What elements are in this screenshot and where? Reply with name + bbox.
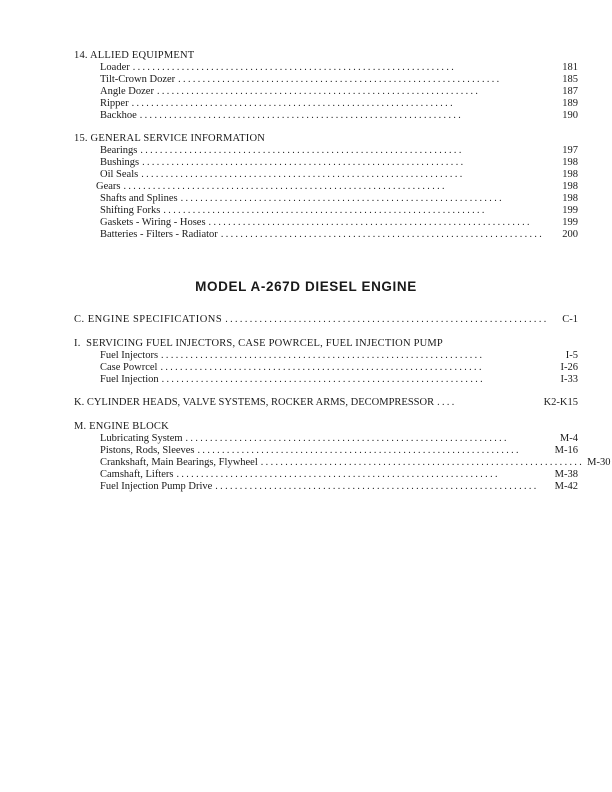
leader-dots: ..................................................................: [176, 469, 500, 480]
entry-label: Bearings: [100, 145, 138, 156]
leader-dots: ..................................................................: [131, 98, 455, 109]
leader-dots: ..................................................................: [260, 457, 585, 468]
leader-dots: ..................................................................: [215, 481, 539, 492]
toc-entry[interactable]: [74, 145, 578, 157]
entry-page: I-26: [560, 362, 578, 373]
toc-entry[interactable]: [74, 157, 578, 169]
leader-dots: ..................................................................: [197, 445, 521, 456]
toc-entry[interactable]: [74, 62, 578, 74]
entry-page: 198: [562, 169, 578, 180]
toc-entry[interactable]: [74, 362, 578, 374]
toc-entry[interactable]: [74, 193, 578, 205]
toc-entry[interactable]: [74, 374, 578, 386]
section-heading: M. ENGINE BLOCK: [74, 421, 169, 432]
toc-entry[interactable]: [74, 169, 578, 181]
entry-page: 199: [562, 205, 578, 216]
section-general-service: [74, 133, 578, 241]
leader-dots: ..................................................................: [163, 205, 487, 216]
toc-entry[interactable]: [74, 217, 578, 229]
entry-label: Gaskets - Wiring - Hoses: [100, 217, 206, 228]
entry-label: Crankshaft, Main Bearings, Flywheel: [100, 457, 258, 468]
entry-label: Oil Seals: [100, 169, 139, 180]
toc-entry[interactable]: [74, 481, 578, 493]
entry-page: M-30: [587, 457, 611, 468]
leader-dots: ..................................................................: [208, 217, 532, 228]
leader-dots: ..................................................................: [161, 374, 486, 385]
toc-entry[interactable]: [74, 74, 578, 86]
leader-dots: ..................................................................: [225, 314, 549, 325]
entry-page: K2-K15: [543, 397, 578, 408]
entry-label: Gears: [96, 181, 121, 192]
leader-dots: ..................................................................: [220, 229, 545, 240]
entry-label: C. ENGINE SPECIFICATIONS: [74, 314, 223, 325]
toc-entry[interactable]: [74, 205, 578, 217]
entry-label: Backhoe: [100, 110, 137, 121]
entry-label: Bushings: [100, 157, 140, 168]
toc-entry[interactable]: [74, 98, 578, 110]
leader-dots: ..................................................................: [123, 181, 447, 192]
section-allied-equipment: [74, 50, 578, 122]
entry-page: C-1: [562, 314, 578, 325]
entry-page: I-5: [565, 350, 578, 361]
entry-page: M-38: [554, 469, 578, 480]
section-heading: 14. ALLIED EQUIPMENT: [74, 50, 195, 61]
toc-entry[interactable]: [74, 86, 578, 98]
toc-entry[interactable]: [74, 110, 578, 122]
section-servicing-fuel-injectors: [74, 338, 578, 386]
entry-label: Lubricating System: [100, 433, 183, 444]
entry-page: 187: [562, 86, 578, 97]
entry-page: 198: [562, 181, 578, 192]
leader-dots: ..................................................................: [142, 157, 466, 168]
entry-page: 199: [562, 217, 578, 228]
leader-dots: ..................................................................: [178, 74, 502, 85]
entry-label: Shafts and Splines: [100, 193, 178, 204]
toc-entry[interactable]: [74, 314, 578, 326]
entry-label: Fuel Injection Pump Drive: [100, 481, 213, 492]
section-cylinder-heads: [74, 397, 578, 409]
section-engine-block: [74, 421, 611, 493]
toc-entry[interactable]: [74, 397, 578, 409]
entry-page: 185: [562, 74, 578, 85]
toc-entry[interactable]: [74, 229, 578, 241]
entry-label: Case Powrcel: [100, 362, 158, 373]
section-heading: I. SERVICING FUEL INJECTORS, CASE POWRCEL, FUEL INJECTION PUMP: [74, 338, 443, 349]
toc-entry[interactable]: [74, 350, 578, 362]
entry-page: 198: [562, 157, 578, 168]
entry-page: M-42: [554, 481, 578, 492]
entry-label: Fuel Injection: [100, 374, 159, 385]
toc-entry[interactable]: [74, 181, 578, 193]
entry-label: Batteries - Filters - Radiator: [100, 229, 218, 240]
leader-dots: ....: [437, 397, 457, 408]
entry-label: K. CYLINDER HEADS, VALVE SYSTEMS, ROCKER ARMS, DECOMPRESSOR: [74, 397, 435, 408]
entry-label: Pistons, Rods, Sleeves: [100, 445, 195, 456]
leader-dots: ..................................................................: [160, 362, 484, 373]
leader-dots: ..................................................................: [141, 169, 465, 180]
entry-label: Tilt-Crown Dozer: [100, 74, 176, 85]
entry-label: Camshaft, Lifters: [100, 469, 174, 480]
entry-label: Ripper: [100, 98, 129, 109]
entry-page: 200: [562, 229, 578, 240]
toc-entry[interactable]: [74, 457, 611, 469]
entry-page: 197: [562, 145, 578, 156]
entry-page: M-4: [559, 433, 578, 444]
leader-dots: ..................................................................: [139, 110, 464, 121]
toc-entry[interactable]: [74, 445, 578, 457]
page-title: MODEL A-267D DIESEL ENGINE: [195, 279, 417, 294]
entry-page: I-33: [560, 374, 578, 385]
toc-entry[interactable]: [74, 469, 578, 481]
entry-page: M-16: [554, 445, 578, 456]
entry-page: 198: [562, 193, 578, 204]
leader-dots: ..................................................................: [140, 145, 464, 156]
entry-page: 181: [562, 62, 578, 73]
entry-label: Shifting Forks: [100, 205, 161, 216]
entry-page: 190: [562, 110, 578, 121]
leader-dots: ..................................................................: [180, 193, 504, 204]
leader-dots: ..................................................................: [156, 86, 481, 97]
section-heading: 15. GENERAL SERVICE INFORMATION: [74, 133, 266, 144]
leader-dots: ..................................................................: [185, 433, 509, 444]
leader-dots: ..................................................................: [161, 350, 485, 361]
entry-page: 189: [562, 98, 578, 109]
entry-label: Fuel Injectors: [100, 350, 159, 361]
toc-entry[interactable]: [74, 433, 578, 445]
entry-label: Angle Dozer: [100, 86, 154, 97]
section-engine-specifications: [74, 314, 578, 326]
leader-dots: ..................................................................: [132, 62, 457, 73]
entry-label: Loader: [100, 62, 130, 73]
